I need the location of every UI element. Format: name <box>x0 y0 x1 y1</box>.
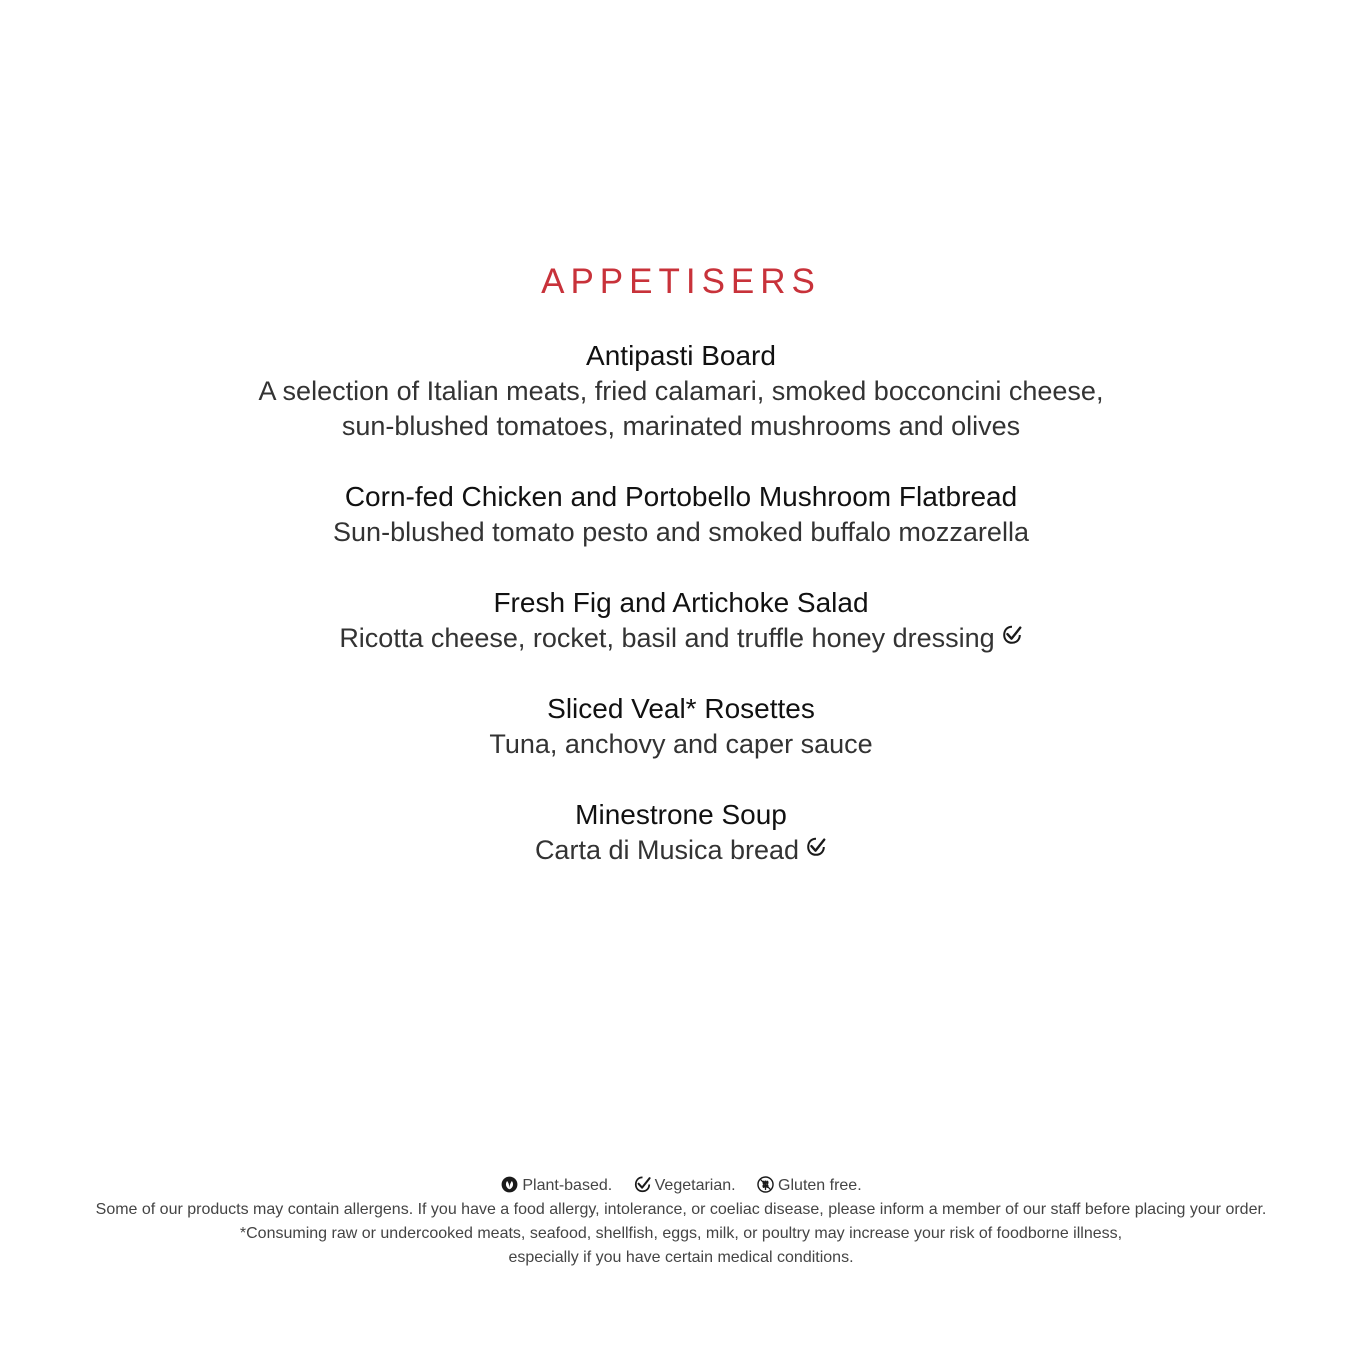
menu-footer <box>0 1174 1362 1270</box>
menu-item-name: Fresh Fig and Artichoke Salad <box>493 587 869 618</box>
menu-item-description: Carta di Musica bread <box>534 835 800 865</box>
menu-item <box>0 691 1362 762</box>
menu-item-description-line <box>0 833 1362 868</box>
legend-vegetarian-label: Vegetarian. <box>654 1177 736 1194</box>
menu-item <box>0 585 1362 656</box>
menu-item <box>0 338 1362 444</box>
legend-plant-based-label: Plant-based. <box>522 1177 613 1194</box>
menu-item-name: Antipasti Board <box>586 340 776 371</box>
menu-item-name: Corn-fed Chicken and Portobello Mushroom Flatbread <box>344 481 1018 512</box>
section-title: APPETISERS <box>541 262 821 301</box>
legend-gluten-free-label: Gluten free. <box>778 1177 862 1194</box>
vegetarian-icon <box>1001 624 1023 646</box>
menu-item-description: A selection of Italian meats, fried calamari, smoked bocconcini cheese, sun-blushed tomatoes, marinated mushrooms and olives <box>258 376 1104 441</box>
legend-vegetarian <box>633 1174 736 1198</box>
plant-based-icon <box>500 1175 519 1194</box>
allergen-notice: Some of our products may contain allergens. If you have a food allergy, intolerance, or coeliac disease, please inform a member of our staff before placing your order. <box>95 1201 1267 1218</box>
legend-plant-based <box>500 1174 612 1198</box>
menu-item-description: Sun-blushed tomato pesto and smoked buffalo mozzarella <box>333 517 1029 547</box>
menu-item-description-line <box>0 621 1362 656</box>
gluten-free-icon <box>756 1175 775 1194</box>
legend-gluten-free <box>756 1174 862 1198</box>
menu-item <box>0 479 1362 550</box>
menu-item-description: Ricotta cheese, rocket, basil and truffle honey dressing <box>339 623 995 653</box>
menu-item-description: Tuna, anchovy and caper sauce <box>489 729 873 759</box>
vegetarian-icon <box>633 1175 652 1194</box>
menu-item-name: Sliced Veal* Rosettes <box>547 693 815 724</box>
menu-item <box>0 797 1362 868</box>
consumption-warning-line-2: especially if you have certain medical conditions. <box>508 1249 854 1266</box>
dietary-legend <box>0 1174 1362 1198</box>
consumption-warning-line-1: *Consuming raw or undercooked meats, seafood, shellfish, eggs, milk, or poultry may increase your risk of foodborne illness, <box>239 1225 1123 1242</box>
menu-item-name: Minestrone Soup <box>575 799 787 830</box>
vegetarian-icon <box>805 836 827 858</box>
appetisers-menu <box>0 262 1362 903</box>
